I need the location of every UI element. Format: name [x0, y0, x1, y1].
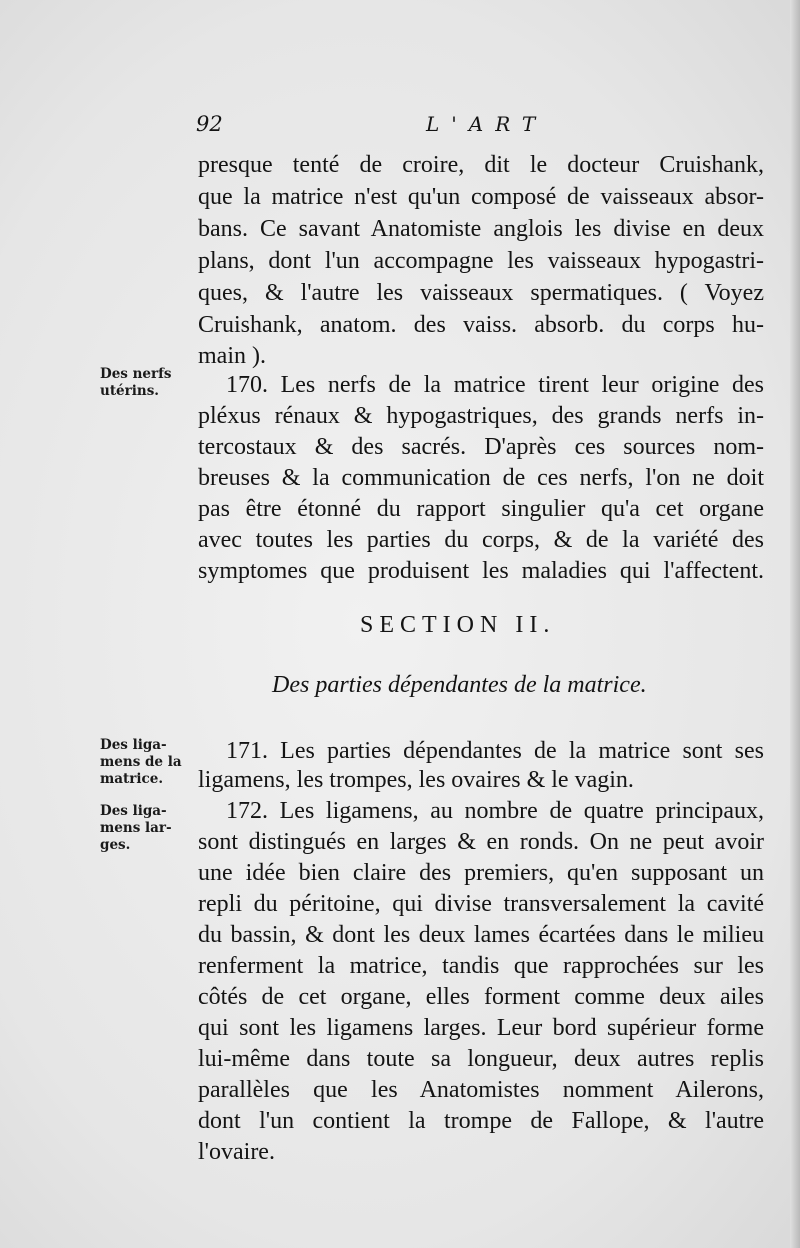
page-number: 92	[196, 112, 223, 136]
text-line: côtés de cet organe, elles forment comme deux ailes	[198, 984, 764, 1010]
text-line: pléxus rénaux & hypogastriques, des grands nerfs in-	[198, 403, 764, 429]
text-line: lui-même dans toute sa longueur, deux autres replis	[198, 1046, 764, 1072]
text-line: que la matrice n'est qu'un composé de vaisseaux absor-	[198, 184, 764, 210]
text-line: Cruishank, anatom. des vaiss. absorb. du corps hu-	[198, 312, 764, 338]
text-line: avec toutes les parties du corps, & de la variété des	[198, 527, 764, 553]
margin-note-line: matrice.	[100, 771, 164, 787]
text-line: l'ovaire.	[198, 1139, 275, 1165]
text-line: ligamens, les trompes, les ovaires & le vagin.	[198, 767, 634, 793]
margin-note-ligamens	[100, 737, 196, 788]
text-line: presque tenté de croire, dit le docteur Cruishank,	[198, 152, 764, 178]
text-line: breuses & la communication de ces nerfs, l'on ne doit	[198, 465, 764, 491]
text-line: du bassin, & dont les deux lames écartées dans le milieu	[198, 922, 764, 948]
text-line: 172. Les ligamens, au nombre de quatre principaux,	[226, 798, 764, 824]
text-line: tercostaux & des sacrés. D'après ces sources nom-	[198, 434, 764, 460]
text-line: main ).	[198, 343, 266, 369]
margin-note-line: mens de la	[100, 754, 182, 770]
text-line: ques, & l'autre les vaisseaux spermatiques. ( Voyez	[198, 280, 764, 306]
text-line: repli du péritoine, qui divise transversalement la cavité	[198, 891, 764, 917]
margin-note-line: Des nerfs	[100, 366, 172, 382]
margin-note-line: ges.	[100, 837, 131, 853]
text-line: bans. Ce savant Anatomiste anglois les divise en deux	[198, 216, 764, 242]
text-line: une idée bien claire des premiers, qu'en supposant un	[198, 860, 764, 886]
margin-note-line: Des liga-	[100, 737, 167, 753]
running-head: L'ART	[426, 112, 548, 136]
text-line: symptomes que produisent les maladies qui l'affectent.	[198, 558, 764, 584]
margin-note-line: Des liga-	[100, 803, 167, 819]
text-line: plans, dont l'un accompagne les vaisseaux hypogastri-	[198, 248, 764, 274]
text-line: 170. Les nerfs de la matrice tirent leur origine des	[226, 372, 764, 398]
page-edge	[790, 0, 800, 1248]
page-header	[196, 112, 766, 142]
text-line: 171. Les parties dépendantes de la matrice sont ses	[226, 738, 764, 764]
margin-note-line: mens lar-	[100, 820, 172, 836]
text-line: renferment la matrice, tandis que rapprochées sur les	[198, 953, 764, 979]
text-line: sont distingués en larges & en ronds. On ne peut avoir	[198, 829, 764, 855]
margin-note-nerfs	[100, 366, 196, 400]
text-line: pas être étonné du rapport singulier qu'a cet organe	[198, 496, 764, 522]
text-line: qui sont les ligamens larges. Leur bord supérieur forme	[198, 1015, 764, 1041]
section-subtitle: Des parties dépendantes de la matrice.	[272, 672, 647, 698]
text-line: dont l'un contient la trompe de Fallope, & l'autre	[198, 1108, 764, 1134]
section-title: SECTION II.	[360, 612, 556, 638]
text-line: parallèles que les Anatomistes nomment Ailerons,	[198, 1077, 764, 1103]
margin-note-line: utérins.	[100, 383, 159, 399]
margin-note-ligamens-larges	[100, 803, 196, 854]
